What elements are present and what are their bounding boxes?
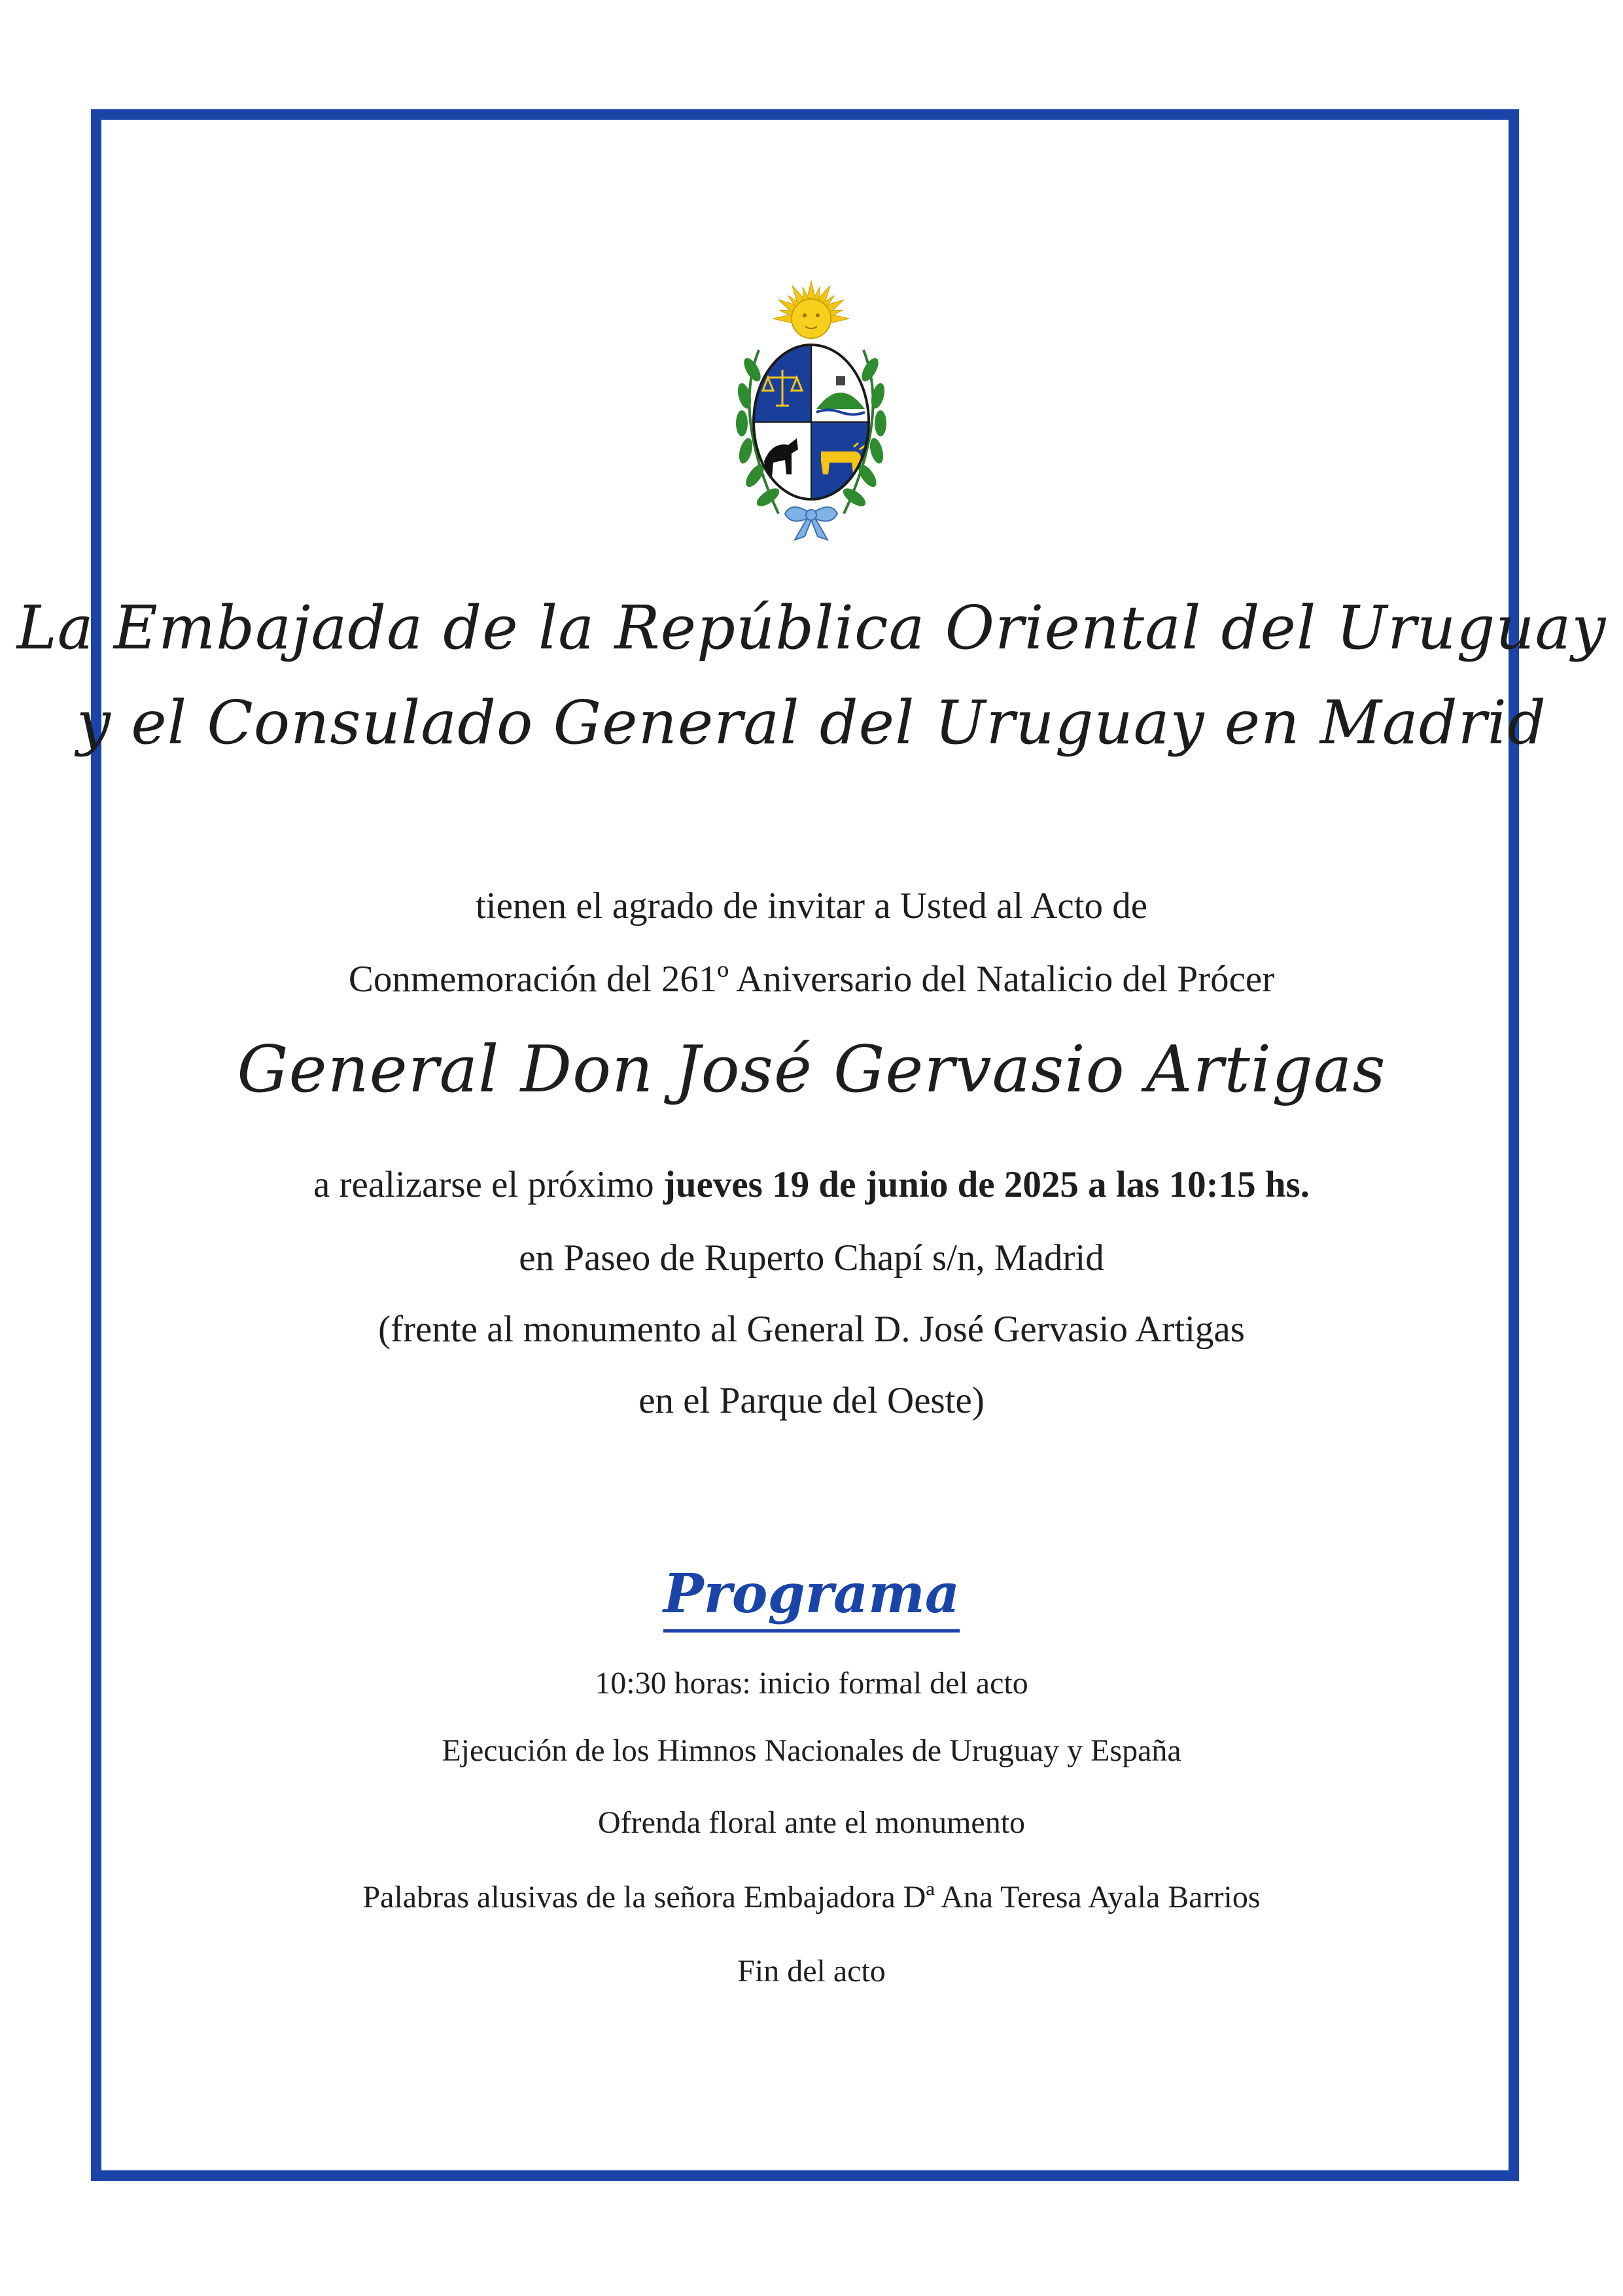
event-datetime xyxy=(0,1162,1623,1208)
invitation-line-2: Conmemoración del 261º Aniversario del Natalicio del Prócer xyxy=(348,959,1275,1000)
program-item: 10:30 horas: inicio formal del acto xyxy=(595,1666,1028,1701)
program-item: Palabras alusivas de la señora Embajadora Dª Ana Teresa Ayala Barrios xyxy=(362,1880,1261,1915)
program-title: Programa xyxy=(663,1563,960,1633)
event-datetime-bold: jueves 19 de junio de 2025 a las 10:15 hs. xyxy=(663,1164,1310,1205)
event-location: en Paseo de Ruperto Chapí s/n, Madrid xyxy=(519,1237,1104,1279)
uruguay-coat-of-arms-icon xyxy=(713,278,909,543)
host-line-embassy: La Embajada de la República Oriental del Uruguay xyxy=(16,593,1607,663)
program-heading xyxy=(0,1563,1623,1633)
event-datetime-prefix: a realizarse el próximo xyxy=(313,1164,663,1205)
program-item: Ofrenda floral ante el monumento xyxy=(597,1805,1026,1840)
honoree-name: General Don José Gervasio Artigas xyxy=(237,1033,1386,1107)
program-item: Ejecución de los Himnos Nacionales de Uruguay y España xyxy=(442,1733,1181,1768)
host-line-consulate: y el Consulado General del Uruguay en Madrid xyxy=(77,688,1546,758)
event-location-note-1: (frente al monumento al General D. José Gervasio Artigas xyxy=(378,1309,1245,1350)
event-location-note-2: en el Parque del Oeste) xyxy=(638,1380,985,1421)
program-item: Fin del acto xyxy=(737,1954,886,1988)
invitation-line-1: tienen el agrado de invitar a Usted al Acto de xyxy=(475,885,1148,927)
